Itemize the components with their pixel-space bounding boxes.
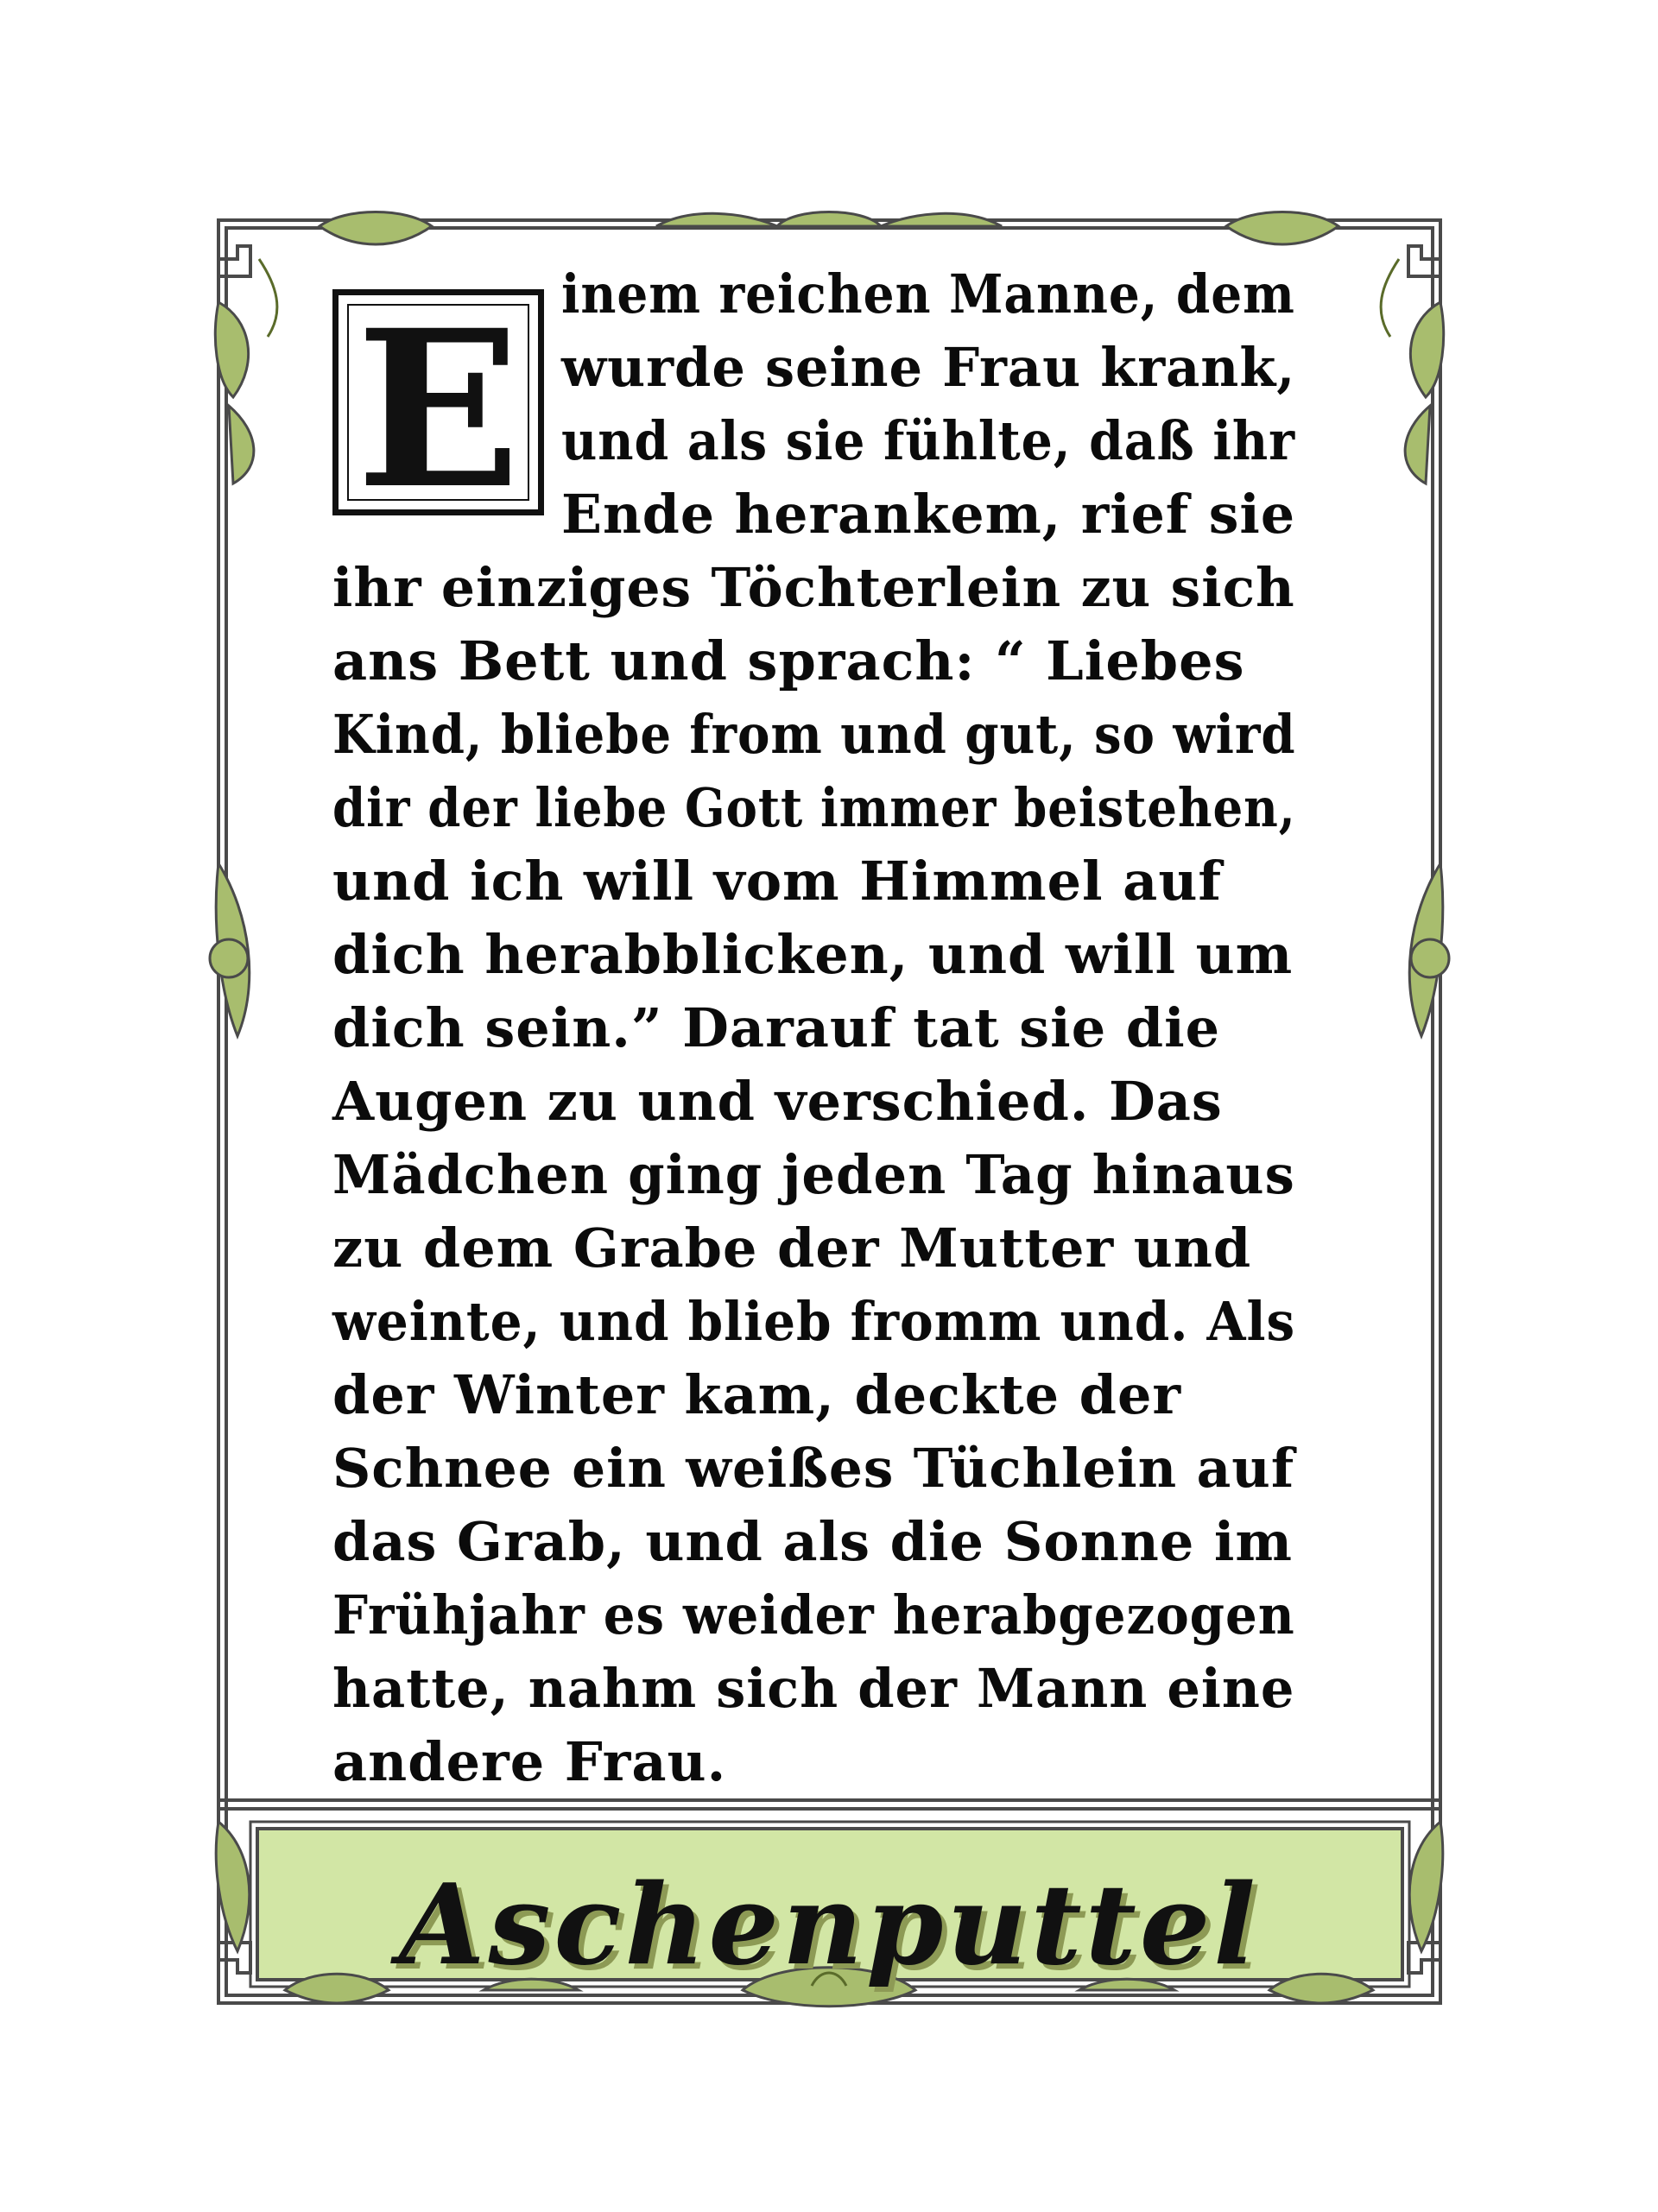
story-line: Frühjahr es weider herabgezogen bbox=[332, 1583, 1295, 1646]
initial-capital bbox=[332, 282, 544, 536]
story-line: hatte, nahm sich der Mann eine bbox=[332, 1657, 1295, 1720]
story-line: dir der liebe Gott immer beistehen, bbox=[332, 776, 1296, 839]
story-line: Mädchen ging jeden Tag hinaus bbox=[332, 1143, 1295, 1206]
story-line: wurde seine Frau krank, bbox=[561, 336, 1296, 399]
story-line: das Grab, und als die Sonne im bbox=[332, 1510, 1294, 1573]
story-line: der Winter kam, deckte der bbox=[332, 1363, 1182, 1426]
story-line: ans Bett und sprach: “ Liebes bbox=[332, 629, 1245, 692]
story-line: und ich will vom Himmel auf bbox=[332, 850, 1223, 913]
title-banner bbox=[250, 1839, 1408, 2012]
story-line: Ende herankem, rief sie bbox=[561, 483, 1296, 546]
story-line: und als sie fühlte, daß ihr bbox=[561, 409, 1296, 472]
story-line: dich sein.” Darauf tat sie die bbox=[332, 996, 1221, 1059]
story-line: ihr einziges Töchterlein zu sich bbox=[332, 556, 1295, 619]
page-title: Aschenputtel bbox=[399, 1861, 1259, 1990]
story-line: inem reichen Manne, dem bbox=[561, 262, 1295, 325]
story-line: weinte, und blieb fromm und. Als bbox=[332, 1290, 1296, 1353]
story-line: dich herabblicken, und will um bbox=[332, 923, 1294, 986]
initial-letter: E bbox=[356, 282, 521, 536]
story-line: zu dem Grabe der Mutter und bbox=[332, 1217, 1252, 1280]
story-line: Schnee ein weißes Tüchlein auf bbox=[332, 1437, 1295, 1500]
story-line: Kind, bliebe from und gut, so wird bbox=[332, 703, 1296, 766]
story-line: Augen zu und verschied. Das bbox=[332, 1070, 1223, 1133]
story-line: andere Frau. bbox=[332, 1730, 727, 1793]
